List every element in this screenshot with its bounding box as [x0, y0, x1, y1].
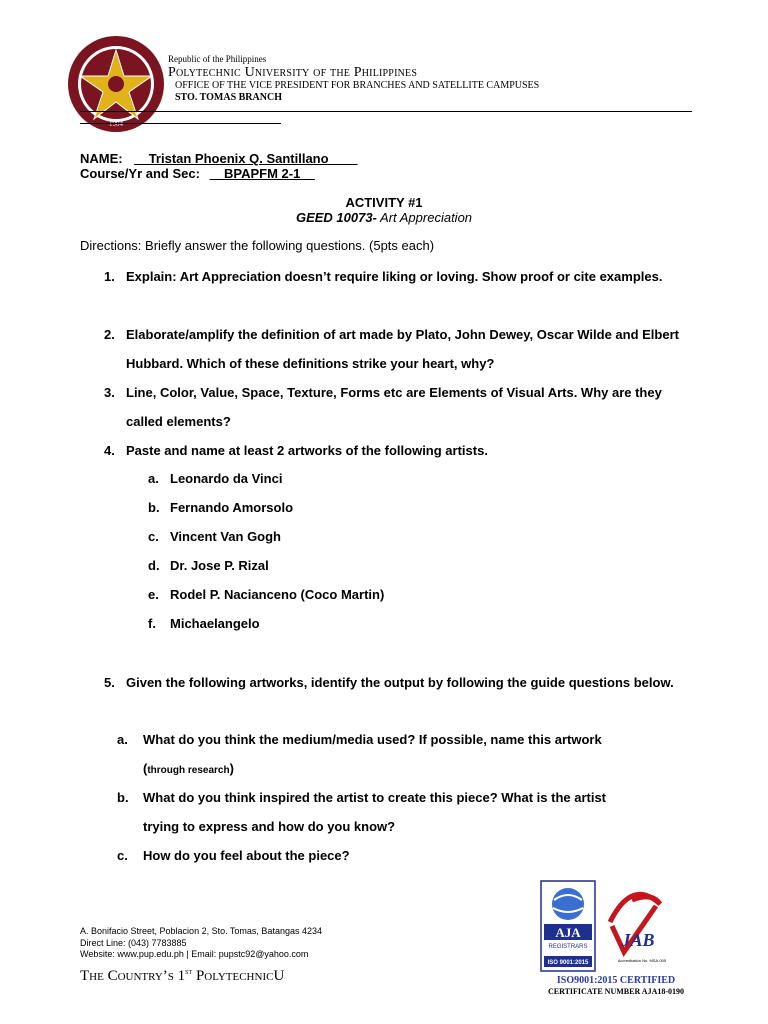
jab-accreditation-logo [602, 882, 666, 974]
artist-letter: e. [148, 587, 159, 602]
activity-code: GEED 10073- [295, 210, 377, 225]
activity-title: ACTIVITY #1 [345, 195, 423, 210]
footer-address: A. Bonifacio Street, Poblacion 2, Sto. Tomas, Batangas 4234 [80, 926, 322, 936]
question-3 [104, 378, 704, 438]
question-text: Given the following artworks, identify the output by following the guide questions below. [126, 675, 674, 690]
pup-seal-logo [66, 34, 166, 134]
certificate-number: CERTIFICATE NUMBER AJA18-0190 [547, 987, 685, 996]
guide-text: How do you feel about the piece? [143, 848, 350, 863]
motto-text: The Country’s 1 [80, 968, 186, 984]
question-5 [104, 668, 704, 728]
question-2 [104, 320, 704, 380]
artist-name: Fernando Amorsolo [170, 500, 294, 515]
artist-name: Vincent Van Gogh [170, 529, 282, 544]
artist-name: Dr. Jose P. Rizal [170, 558, 269, 573]
motto-sup: st [185, 966, 193, 976]
aja-registrars-badge [540, 880, 596, 972]
header-republic: Republic of the Philippines [168, 54, 267, 64]
question-number: 1. [104, 269, 115, 284]
guide-letter: a. [117, 732, 128, 747]
artist-name: Michaelangelo [170, 616, 260, 631]
name-row [80, 151, 357, 166]
name-value: __Tristan Phoenix Q. Santillano____ [134, 151, 358, 166]
question-number: 3. [104, 385, 115, 400]
footer-phone: Direct Line: (043) 7783885 [80, 937, 187, 948]
question-4 [104, 436, 704, 466]
header-divider-short [80, 123, 281, 124]
guide-question-b-line2 [143, 819, 395, 834]
question-1 [104, 262, 704, 322]
activity-subject: Art Appreciation [376, 210, 473, 225]
footer-web: Website: www.pup.edu.ph | Email: pupstc92@yahoo.com [80, 949, 309, 959]
artist-letter: f. [148, 616, 156, 631]
artist-letter: b. [148, 500, 160, 515]
aja-iso: ISO 9001:2015 [547, 960, 589, 966]
footer-contact [80, 926, 322, 961]
aja-sub: REGISTRARS [548, 944, 588, 950]
artist-name: Leonardo da Vinci [170, 471, 283, 486]
guide-question-a-line2 [143, 761, 234, 776]
jab-accreditation: Accreditation No. MSA-005 [617, 958, 666, 963]
aja-label: AJA [555, 925, 581, 940]
guide-letter: b. [117, 790, 129, 805]
guide-text: trying to express and how do you know? [143, 819, 396, 834]
paren-open: ( [143, 761, 148, 776]
question-text: Elaborate/amplify the definition of art made by Plato, John Dewey, Oscar Wilde and Elbert Hubbard. Which of these definitions strike your heart, why? [126, 327, 679, 371]
activity-subtitle [0, 210, 768, 225]
guide-text: What do you think the medium/media used? If possible, name this artwork [143, 732, 602, 747]
question-text: Paste and name at least 2 artworks of the following artists. [126, 443, 488, 458]
artist-letter: a. [148, 471, 159, 486]
header-branch: STO. TOMAS BRANCH [175, 92, 282, 103]
header-divider [80, 111, 692, 112]
logo-year: 1904 [109, 120, 123, 128]
directions: Directions: Briefly answer the following questions. (5pts each) [80, 238, 435, 253]
guide-letter: c. [117, 848, 128, 863]
question-text: Line, Color, Value, Space, Texture, Forms etc are Elements of Visual Arts. Why are they called elements? [126, 385, 662, 429]
question-number: 4. [104, 443, 115, 458]
guide-note: through research [147, 765, 230, 776]
paren-close: ) [229, 761, 234, 776]
name-label: NAME: [80, 151, 123, 166]
course-label: Course/Yr and Sec: [80, 166, 200, 181]
course-row [80, 166, 315, 181]
question-number: 2. [104, 327, 115, 342]
iso-certified-label: ISO9001:2015 CERTIFIED [556, 975, 676, 986]
jab-label: JAB [621, 930, 655, 950]
question-number: 5. [104, 675, 115, 690]
header-university: Polytechnic University of the Philippines [168, 65, 418, 80]
question-text: Explain: Art Appreciation doesn’t require liking or loving. Show proof or cite examples. [126, 269, 663, 284]
artist-name: Rodel P. Nacianceno (Coco Martin) [170, 587, 385, 602]
artist-letter: d. [148, 558, 160, 573]
motto-text-end: PolytechnicU [192, 968, 285, 984]
course-value: __BPAPFM 2-1__ [209, 166, 315, 181]
artist-letter: c. [148, 529, 159, 544]
header-office: OFFICE OF THE VICE PRESIDENT FOR BRANCHES AND SATELLITE CAMPUSES [175, 80, 540, 91]
footer-motto [80, 966, 284, 985]
guide-text: What do you think inspired the artist to create this piece? What is the artist [143, 790, 607, 805]
